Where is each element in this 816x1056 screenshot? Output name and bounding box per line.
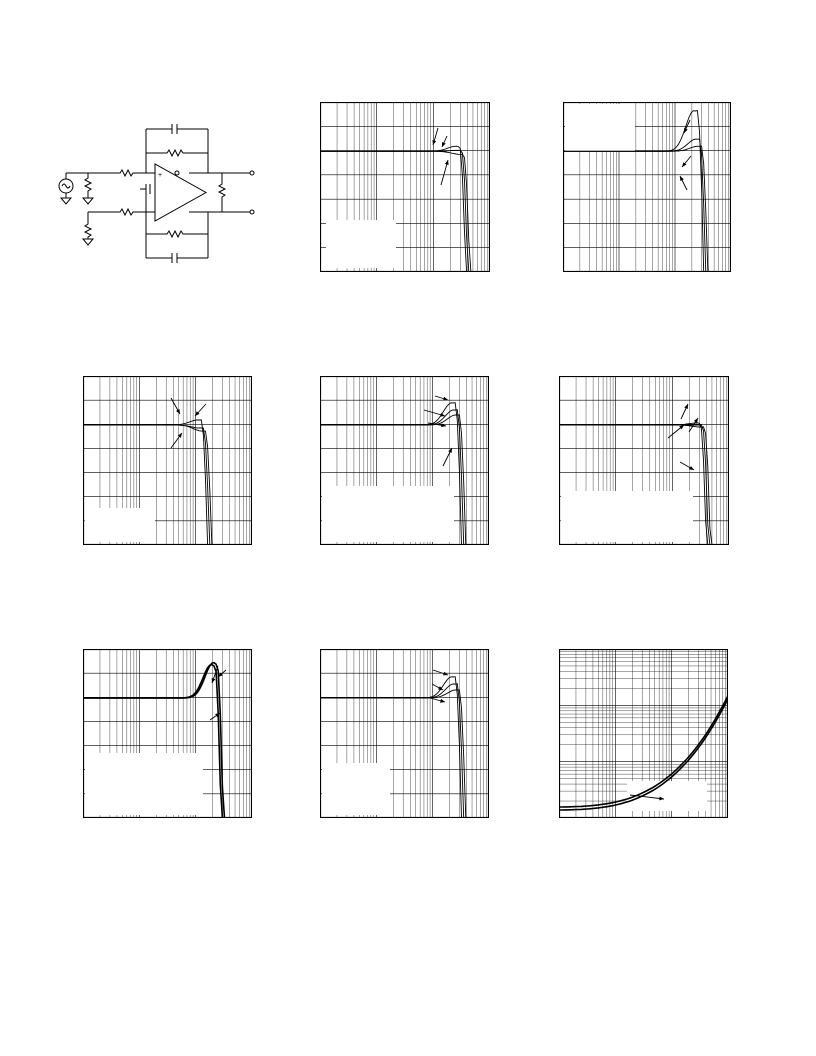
svg-text:+: + [158, 172, 163, 179]
chart-3-svg [83, 376, 252, 545]
chart-1-legend-box [326, 220, 396, 268]
chart-1-callout-head-3 [445, 160, 449, 165]
chart-6-callout-head-1 [212, 678, 216, 683]
chart-2 [563, 102, 731, 272]
circuit-schematic [54, 118, 268, 268]
chart-7-svg [320, 649, 489, 818]
chart-4-callout-head-1 [443, 397, 448, 401]
chart-6 [83, 649, 252, 818]
chart-2-series-3 [563, 146, 708, 272]
chart-3-legend-box [85, 508, 155, 542]
chart-3 [83, 376, 252, 545]
chart-4-legend-box [322, 486, 454, 542]
chart-7-legend-box [322, 763, 390, 815]
chart-3-callout-head-3 [178, 433, 182, 438]
chart-2-svg [563, 102, 731, 272]
chart-4-callout-head-3 [441, 423, 446, 427]
chart-6-svg [83, 649, 252, 818]
chart-8-svg [559, 649, 728, 818]
chart-5-svg [559, 376, 729, 545]
chart-1-svg [320, 102, 490, 272]
chart-5-legend-box [561, 491, 693, 542]
chart-4-svg [320, 376, 489, 545]
chart-7-callout-head-1 [443, 672, 448, 676]
chart-2-legend-box [565, 104, 635, 152]
chart-6-callout-head-3 [215, 713, 220, 717]
chart-5 [559, 376, 729, 545]
chart-1-callout-head-1 [432, 140, 436, 145]
chart-7 [320, 649, 489, 818]
chart-1 [320, 102, 490, 272]
chart-2-series-2 [563, 139, 706, 272]
chart-8 [559, 649, 728, 818]
chart-5-callout-head-3 [694, 418, 698, 423]
chart-4 [320, 376, 489, 545]
chart-6-legend-box [85, 753, 203, 815]
